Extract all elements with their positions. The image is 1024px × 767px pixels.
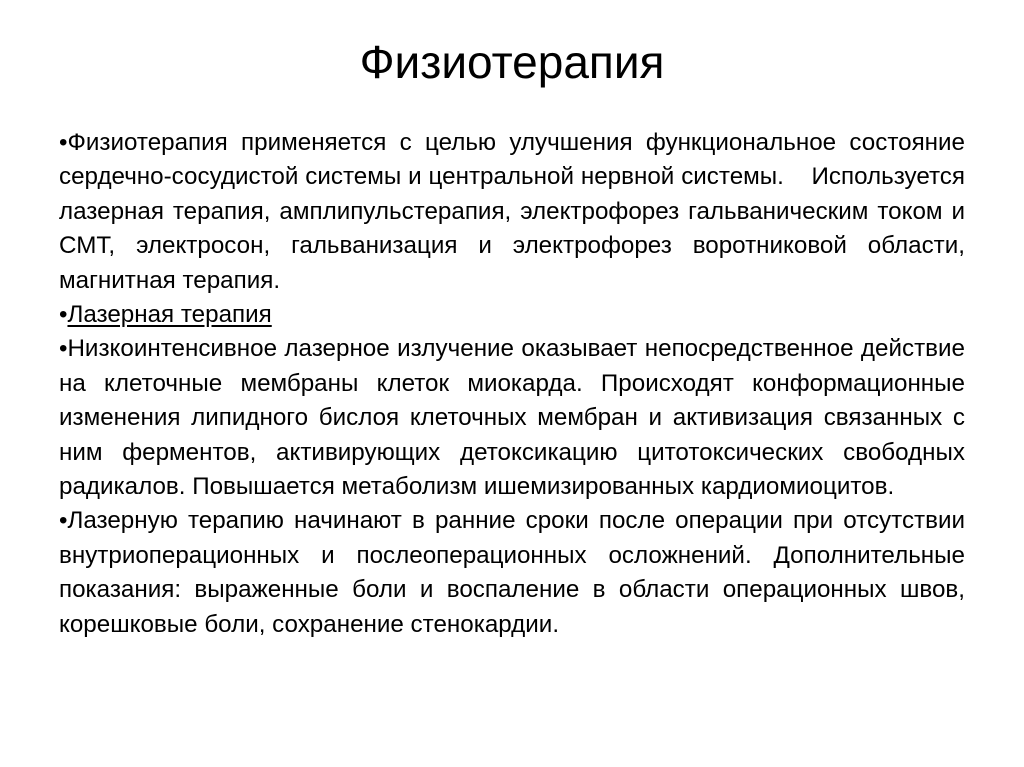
paragraph-physiotherapy <box>59 126 972 298</box>
laser-therapy-heading: Лазерная терапия <box>67 301 272 329</box>
bullet-marker: • <box>59 301 68 329</box>
paragraph-text: Лазерную терапию начинают в ранние сроки после операции при отсутствии внутриоперационных и послеоперационных осложнений. Дополнительные показания: выраженные боли и воспаление в области операционных швов, корешковые боли, сохранение стенокардии. <box>59 507 965 638</box>
paragraph-text: Низкоинтенсивное лазерное излучение оказывает непосредственное действие на клеточные мембраны клеток миокарда. Происходят конформационные изменения липидного бислоя клеточных мембран и активизация связанных с ним ферментов, активирующих детоксикацию цитотоксических свободных радикалов. Повышается метаболизм ишемизированных кардиомиоцитов. <box>59 335 965 501</box>
paragraph-text: Физиотерапия применяется с целью улучшения функциональное состояние сердечно-сосудистой системы и центральной нервной системы. Используется лазерная терапия, амплипульстерапия, электрофорез гальваническим током и СМТ, электросон, гальванизация и электрофорез воротниковой области, магнитная терапия. <box>59 129 972 294</box>
paragraph-laser-start <box>59 504 965 642</box>
bullet-marker: • <box>59 129 68 156</box>
bullet-marker: • <box>59 335 68 363</box>
bullet-marker: • <box>59 507 68 535</box>
slide-body <box>59 126 972 642</box>
paragraph-laser-effect <box>59 332 965 504</box>
slide-title: Физиотерапия <box>359 36 665 88</box>
paragraph-laser-heading <box>59 298 965 332</box>
